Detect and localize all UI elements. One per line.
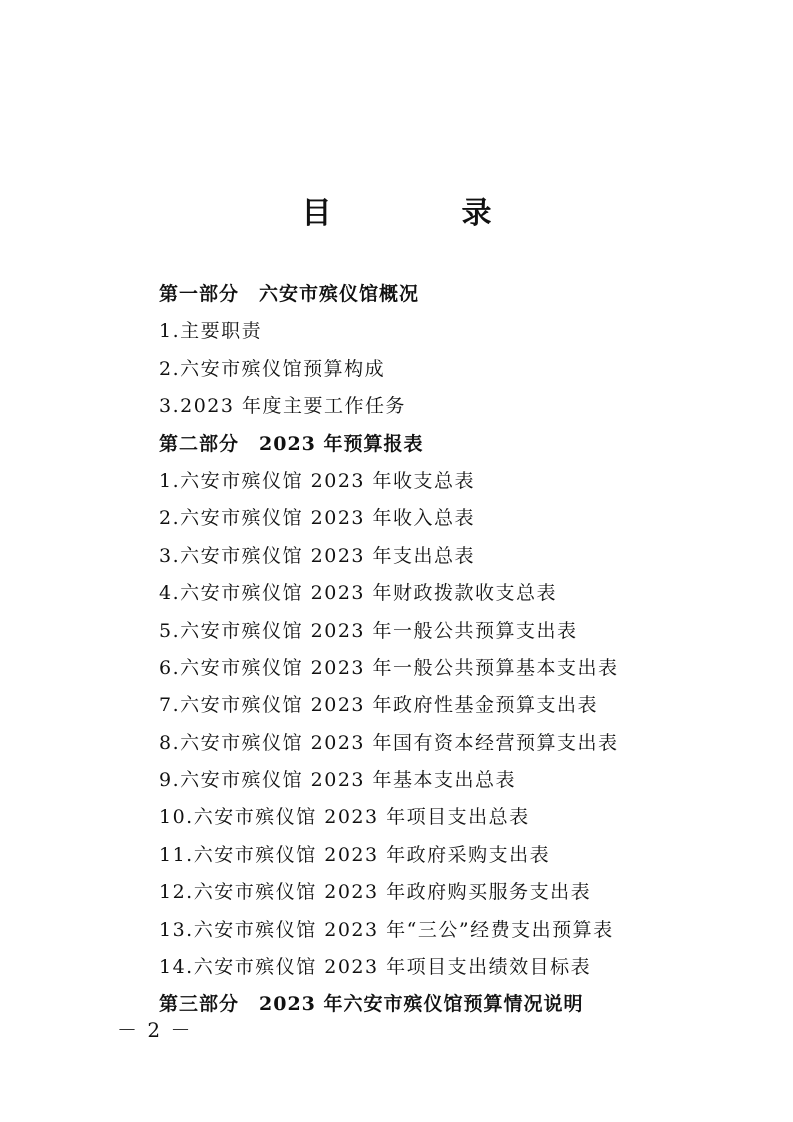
toc-part-heading: 第三部分 2023 年六安市殡仪馆预算情况说明 xyxy=(159,993,584,1016)
toc-item: 11.六安市殡仪馆 2023 年政府采购支出表 xyxy=(159,843,551,866)
toc-item: 3.2023 年度主要工作任务 xyxy=(159,395,407,418)
toc-item: 6.六安市殡仪馆 2023 年一般公共预算基本支出表 xyxy=(159,656,619,679)
toc-item: 2.六安市殡仪馆预算构成 xyxy=(159,357,386,380)
toc-item: 7.六安市殡仪馆 2023 年政府性基金预算支出表 xyxy=(159,694,599,717)
toc-item: 13.六安市殡仪馆 2023 年“三公”经费支出预算表 xyxy=(159,918,614,941)
page-number: － 2 － xyxy=(117,1018,193,1042)
toc-item: 14.六安市殡仪馆 2023 年项目支出绩效目标表 xyxy=(159,956,592,979)
toc-item: 5.六安市殡仪馆 2023 年一般公共预算支出表 xyxy=(159,619,578,642)
toc-item: 1.主要职责 xyxy=(159,320,263,343)
page-title: 目 录 xyxy=(301,196,542,231)
toc-item: 10.六安市殡仪馆 2023 年项目支出总表 xyxy=(159,806,530,829)
toc-item: 8.六安市殡仪馆 2023 年国有资本经营预算支出表 xyxy=(159,731,619,754)
toc-item: 9.六安市殡仪馆 2023 年基本支出总表 xyxy=(159,769,517,792)
toc-item: 2.六安市殡仪馆 2023 年收入总表 xyxy=(159,507,476,530)
toc-part-heading: 第二部分 2023 年预算报表 xyxy=(159,432,424,455)
table-of-contents xyxy=(159,276,759,1024)
toc-item: 12.六安市殡仪馆 2023 年政府购买服务支出表 xyxy=(159,881,592,904)
toc-item: 1.六安市殡仪馆 2023 年收支总表 xyxy=(159,469,476,492)
toc-item: 3.六安市殡仪馆 2023 年支出总表 xyxy=(159,544,476,567)
toc-item: 4.六安市殡仪馆 2023 年财政拨款收支总表 xyxy=(159,582,558,605)
toc-part-heading: 第一部分 六安市殡仪馆概况 xyxy=(159,283,420,305)
